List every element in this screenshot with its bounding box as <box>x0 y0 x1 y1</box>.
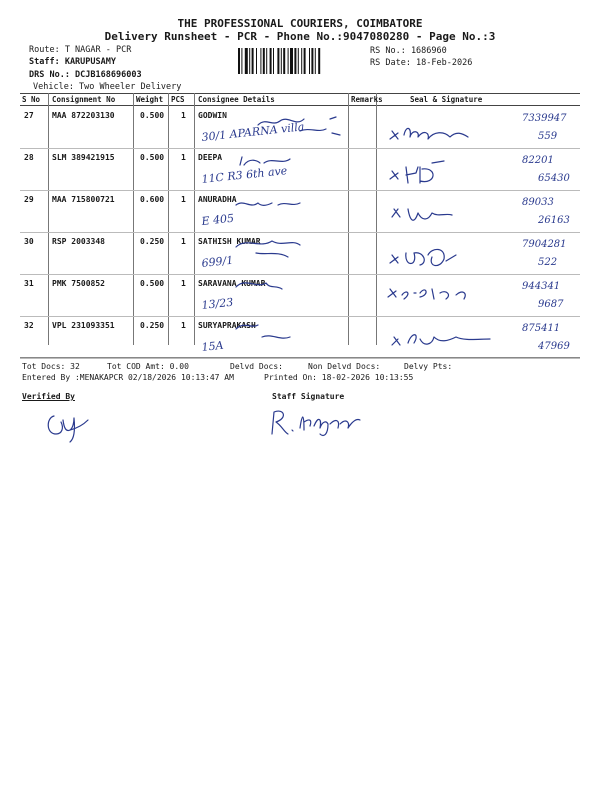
verified-by-label: Verified By <box>22 392 75 401</box>
table-row <box>0 317 600 359</box>
consignee-name: SATHISH KUMAR <box>198 237 261 246</box>
handwritten-phone: 26163 <box>538 215 570 226</box>
recipient-signature <box>392 209 452 220</box>
route-label: Route: T NAGAR - PCR <box>29 45 132 55</box>
row-sno: 32 <box>24 321 34 330</box>
handwritten-phone: 82201 <box>522 155 554 166</box>
consignment-number: MAA 715800721 <box>52 195 115 204</box>
column-header-pcs: PCS <box>171 95 185 104</box>
pieces-count: 1 <box>181 153 186 162</box>
entered-by: Entered By :MENAKAPCR 02/18/2026 10:13:47 AM <box>22 373 234 382</box>
handwritten-phone: 7904281 <box>522 239 567 250</box>
handwriting-layer <box>0 275 600 317</box>
column-header-consignee: Consignee Details <box>198 95 275 104</box>
handwritten-address: 13/23 <box>200 295 234 312</box>
row-sno: 30 <box>24 237 34 246</box>
pieces-count: 1 <box>181 237 186 246</box>
handwritten-scribble <box>236 241 300 257</box>
handwritten-phone: 7339947 <box>522 113 567 124</box>
handwritten-phone: 89033 <box>522 197 554 208</box>
handwritten-address: 699/1 <box>200 253 234 270</box>
delivered-docs: Delvd Docs: <box>230 362 283 371</box>
table-row <box>0 275 600 317</box>
printed-on: Printed On: 18-02-2026 10:13:55 <box>264 373 414 382</box>
consignment-number: VPL 231093351 <box>52 321 115 330</box>
vehicle-label: Vehicle: Two Wheeler Delivery <box>33 82 182 92</box>
column-header-consignment: Consignment No <box>52 95 116 104</box>
consignment-number: RSP 2003348 <box>52 237 105 246</box>
handwritten-address: 15A <box>200 338 225 354</box>
weight-value: 0.500 <box>140 111 165 120</box>
recipient-signature <box>388 289 465 299</box>
weight-value: 0.500 <box>140 279 165 288</box>
staff-signature <box>266 404 366 440</box>
handwritten-phone: 9687 <box>538 299 564 310</box>
rs-date: RS Date: 18-Feb-2026 <box>370 58 473 68</box>
weight-value: 0.600 <box>140 195 165 204</box>
row-sno: 29 <box>24 195 34 204</box>
total-cod-amount: Tot COD Amt: 0.00 <box>107 362 189 371</box>
consignment-number: MAA 872203130 <box>52 111 115 120</box>
staff-label: Staff: KARUPUSAMY <box>29 57 116 67</box>
table-row <box>0 233 600 275</box>
pieces-count: 1 <box>181 279 186 288</box>
consignee-name: GODWIN <box>198 111 227 120</box>
delivery-points: Delvy Pts: <box>404 362 453 371</box>
column-header-seal: Seal & Signature <box>410 95 483 104</box>
pieces-count: 1 <box>181 321 186 330</box>
table-row <box>0 191 600 233</box>
consignee-name: DEEPA <box>198 153 223 162</box>
non-delivered-docs: Non Delvd Docs: <box>308 362 381 371</box>
pieces-count: 1 <box>181 195 186 204</box>
row-sno: 31 <box>24 279 34 288</box>
table-row <box>0 107 600 149</box>
handwritten-scribble <box>236 325 290 338</box>
recipient-signature <box>390 161 444 183</box>
column-header-remarks: Remarks <box>351 95 383 104</box>
handwritten-phone: 65430 <box>538 173 570 184</box>
company-title: THE PROFESSIONAL COURIERS, COIMBATORE <box>177 17 423 30</box>
recipient-signature <box>390 128 468 139</box>
handwritten-scribble <box>236 203 300 205</box>
row-sno: 27 <box>24 111 34 120</box>
handwriting-layer <box>0 317 600 359</box>
recipient-signature <box>392 335 490 345</box>
handwritten-phone: 875411 <box>522 323 561 334</box>
consignment-number: PMK 7500852 <box>52 279 105 288</box>
handwriting-layer <box>0 233 600 275</box>
recipient-signature <box>390 249 456 265</box>
consignee-name: ANURADHA <box>198 195 237 204</box>
handwriting-layer <box>0 107 600 149</box>
handwritten-address: 11C R3 6th ave <box>200 164 288 186</box>
column-header-sno: S No <box>22 95 41 104</box>
weight-value: 0.500 <box>140 153 165 162</box>
column-header-weight: Weight <box>136 95 164 104</box>
handwritten-address: 30/1 APARNA villa <box>200 120 305 144</box>
consignee-name: SARAVANA KUMAR <box>198 279 266 288</box>
row-sno: 28 <box>24 153 34 162</box>
rs-number: RS No.: 1686960 <box>370 46 447 56</box>
weight-value: 0.250 <box>140 237 165 246</box>
consignee-name: SURYAPRAKASH <box>198 321 256 330</box>
pieces-count: 1 <box>181 111 186 120</box>
handwritten-phone: 559 <box>538 131 558 142</box>
consignment-number: SLM 389421915 <box>52 153 115 162</box>
drs-label: DRS No.: DCJB168696003 <box>29 70 142 80</box>
table-row <box>0 149 600 191</box>
handwritten-phone: 47969 <box>538 341 570 352</box>
barcode-image <box>238 48 366 74</box>
handwritten-address: E 405 <box>200 211 235 228</box>
weight-value: 0.250 <box>140 321 165 330</box>
handwriting-layer <box>0 149 600 191</box>
handwriting-layer <box>0 191 600 233</box>
staff-signature-label: Staff Signature <box>272 392 345 401</box>
verifier-signature <box>44 408 94 444</box>
total-docs: Tot Docs: 32 <box>22 362 80 371</box>
handwritten-phone: 944341 <box>522 281 561 292</box>
handwritten-phone: 522 <box>538 257 558 268</box>
runsheet-subtitle: Delivery Runsheet - PCR - Phone No.:9047080280 - Page No.:3 <box>104 30 496 43</box>
handwritten-scribble <box>236 283 282 289</box>
